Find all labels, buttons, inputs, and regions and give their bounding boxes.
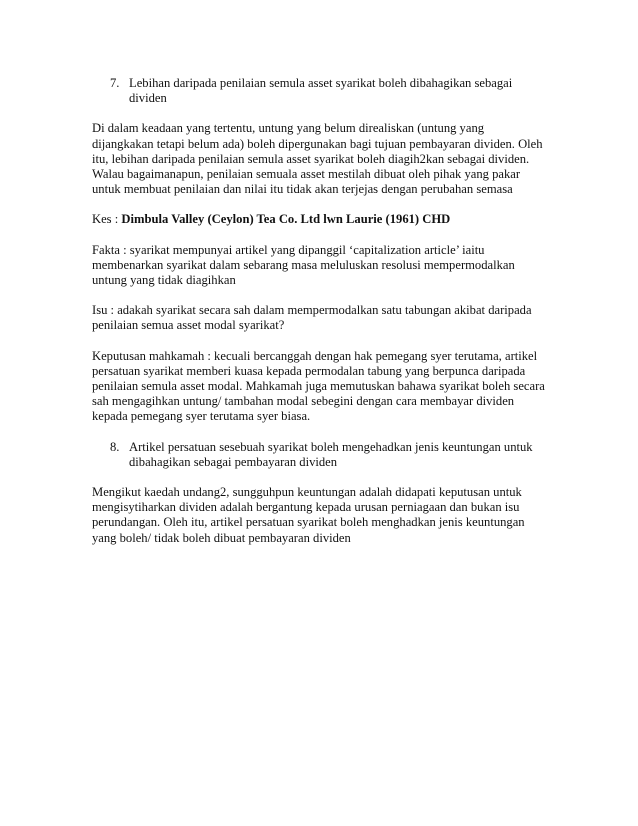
item-line: dibahagikan sebagai pembayaran dividen: [129, 454, 338, 469]
item-number: 8.: [110, 439, 120, 454]
text-line: sah mengagihkan untung/ tambahan modal sebegini dengan cara membayar dividen: [92, 394, 515, 409]
text-line: Keputusan mahkamah : kecuali bercanggah dengan hak pemegang syer terutama, artikel: [92, 348, 538, 363]
paragraph-isu: [92, 303, 552, 333]
numbered-item-7: [110, 76, 552, 106]
text-line: Isu : adakah syarikat secara sah dalam mempermodalkan satu tabungan akibat daripada: [92, 303, 532, 318]
text-line: penilaian semua asset modal syarikat?: [92, 318, 285, 333]
text-line: itu, lebihan daripada penilaian semula asset syarikat boleh diagih2kan sebagai dividen.: [92, 151, 530, 166]
paragraph-mengikut: [92, 485, 552, 546]
text-line: untuk membuat penilaian dan nilai itu tidak akan terjejas dengan perubahan semasa: [92, 182, 513, 197]
case-heading: [92, 212, 552, 227]
item-line: Artikel persatuan sesebuah syarikat boleh mengehadkan jenis keuntungan untuk: [129, 439, 533, 454]
text-line: membenarkan syarikat dalam sebarang masa meluluskan resolusi mempermodalkan: [92, 257, 515, 272]
item-line: dividen: [129, 91, 167, 106]
item-text: [129, 440, 552, 470]
text-line: mengisytiharkan dividen adalah bergantung kepada urusan perniagaan dan bukan isu: [92, 500, 520, 515]
text-line: Mengikut kaedah undang2, sungguhpun keuntungan adalah didapati keputusan untuk: [92, 485, 522, 500]
text-line: persatuan syarikat memberi kuasa kepada permodalan tabung yang berpunca daripada: [92, 363, 526, 378]
document-page: [92, 76, 552, 561]
item-text: [129, 76, 552, 106]
text-line: dijangkakan tetapi belum ada) boleh dipergunakan bagi tujuan pembayaran dividen. Oleh: [92, 136, 543, 151]
text-line: Fakta : syarikat mempunyai artikel yang dipanggil ‘capitalization article’ iaitu: [92, 242, 485, 257]
text-line: penilaian semula asset modal. Mahkamah juga memutuskan bahawa syarikat boleh secara: [92, 379, 545, 394]
numbered-item-8: [110, 440, 552, 470]
text-line: yang boleh/ tidak boleh dibuat pembayaran dividen: [92, 530, 351, 545]
paragraph-fakta: [92, 243, 552, 289]
text-line: untung yang tidak diagihkan: [92, 273, 236, 288]
item-number: 7.: [110, 76, 120, 90]
paragraph-unrealised-profit: [92, 121, 552, 197]
text-line: Walau bagaimanapun, penilaian semuala asset mestilah dibuat oleh pihak yang pakar: [92, 167, 521, 182]
text-line: perundangan. Oleh itu, artikel persatuan syarikat boleh menghadkan jenis keuntungan: [92, 515, 525, 530]
paragraph-keputusan: [92, 349, 552, 425]
case-label: Kes :: [92, 212, 122, 227]
item-line: Lebihan daripada penilaian semula asset syarikat boleh dibahagikan sebagai: [129, 76, 513, 90]
text-line: Di dalam keadaan yang tertentu, untung yang belum direaliskan (untung yang: [92, 121, 485, 136]
text-line: kepada pemegang syer terutama syer biasa.: [92, 409, 311, 424]
case-title: Dimbula Valley (Ceylon) Tea Co. Ltd lwn Laurie (1961) CHD: [121, 212, 451, 227]
